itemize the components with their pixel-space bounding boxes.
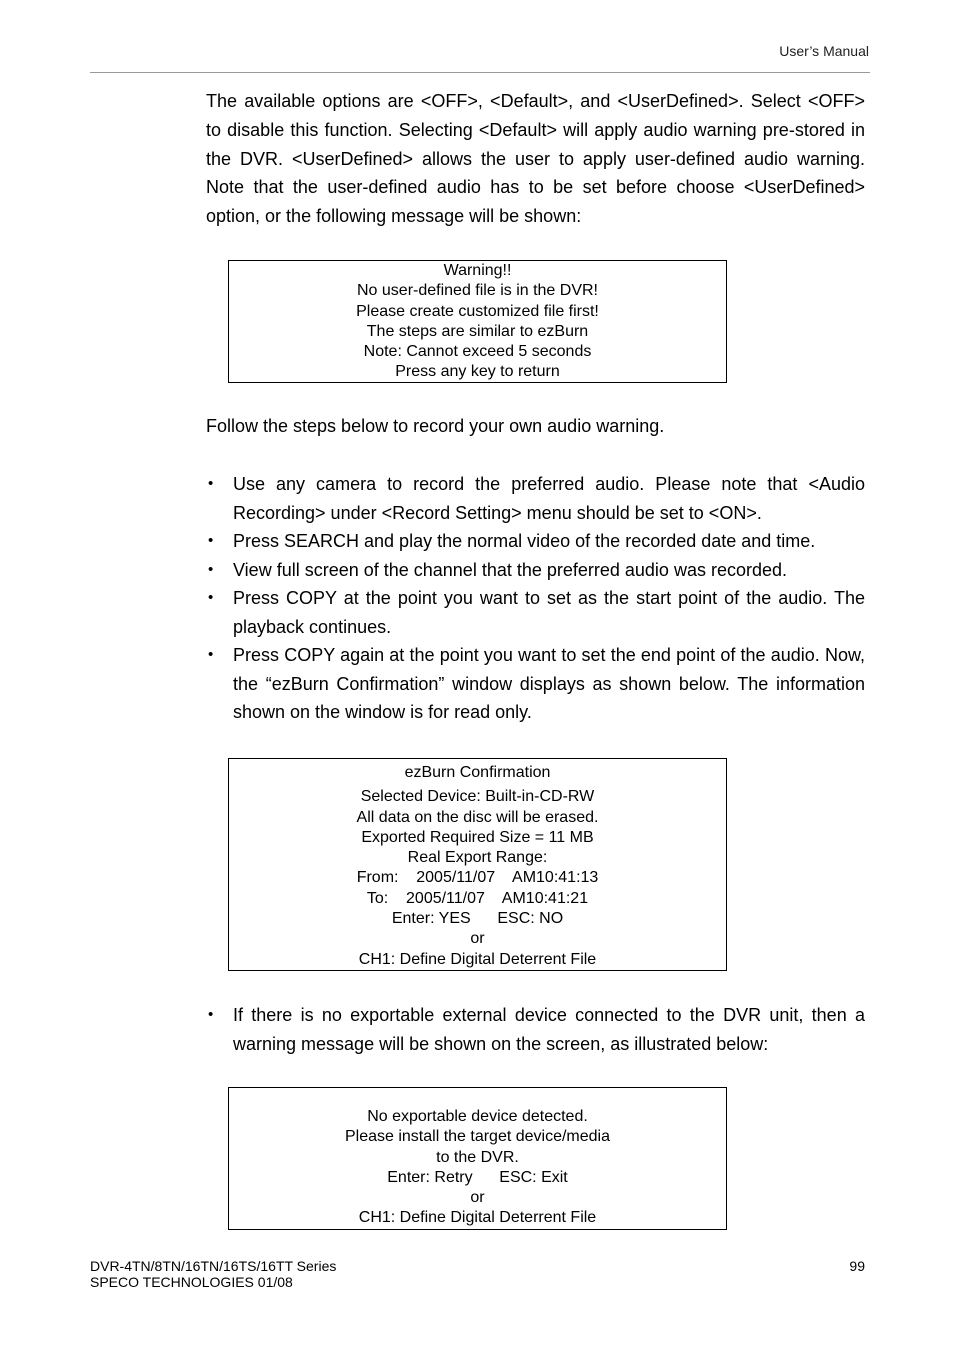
steps-list	[206, 470, 865, 727]
warning-line: The steps are similar to ezBurn	[366, 322, 589, 340]
no-device-line: to the DVR.	[436, 1148, 519, 1166]
warning-line: Press any key to return	[395, 363, 560, 381]
bullet-icon: •	[208, 1006, 214, 1023]
list-item	[206, 527, 865, 556]
list-item	[206, 584, 865, 641]
warning-line: Note: Cannot exceed 5 seconds	[363, 343, 592, 361]
step-text: If there is no exportable external device connected to the DVR unit, then a warning message will be shown on the screen, as illustrated below:	[233, 1005, 865, 1054]
warning-line: Warning!!	[443, 262, 512, 279]
list-item	[206, 470, 865, 527]
header-divider	[90, 72, 870, 73]
ezburn-line: Enter: YES ESC: NO	[391, 910, 564, 928]
bullet-icon: •	[208, 646, 214, 663]
ezburn-line: Real Export Range:	[407, 849, 548, 867]
bullet-icon: •	[208, 589, 214, 606]
no-device-line: Please install the target device/media	[344, 1128, 611, 1146]
page-number: 99	[849, 1258, 865, 1274]
list-item	[206, 641, 865, 727]
warning-line: No user-defined file is in the DVR!	[357, 282, 598, 300]
no-device-line: or	[470, 1189, 485, 1207]
no-device-message-box	[228, 1087, 727, 1230]
list-item	[206, 556, 865, 585]
list-item	[206, 1001, 865, 1058]
ezburn-confirmation-box	[228, 758, 727, 971]
ezburn-line: From: 2005/11/07 AM10:41:13	[356, 869, 599, 887]
footer-series: DVR-4TN/8TN/16TN/16TS/16TT Series	[90, 1258, 337, 1274]
bullet-icon: •	[208, 532, 214, 549]
no-device-line: CH1: Define Digital Deterrent File	[358, 1209, 597, 1227]
ezburn-line: To: 2005/11/07 AM10:41:21	[366, 889, 589, 907]
footer-info	[90, 1258, 336, 1290]
ezburn-line: or	[470, 930, 485, 948]
footer-company: SPECO TECHNOLOGIES 01/08	[90, 1274, 293, 1290]
ezburn-line: Selected Device: Built-in-CD-RW	[360, 788, 595, 806]
no-device-line: No exportable device detected.	[367, 1108, 588, 1125]
ezburn-line: All data on the disc will be erased.	[356, 808, 599, 826]
intro-paragraph: The available options are <OFF>, <Default>, and <UserDefined>. Select <OFF> to disable this function. Selecting <Default> will apply audio warning pre-stored in the DVR. <UserDefined> allows the user to apply user-defined audio warning. Note that the user-defined audio has to be set before choose <UserDefined> option, or the following message will be shown:	[206, 91, 865, 226]
step-text: View full screen of the channel that the preferred audio was recorded.	[233, 559, 788, 580]
header-title: User’s Manual	[779, 43, 869, 59]
warning-message-box	[228, 260, 727, 383]
ezburn-line: CH1: Define Digital Deterrent File	[358, 950, 597, 968]
step-text: Press COPY at the point you want to set as the start point of the audio. The playback continues.	[233, 588, 865, 637]
steps-intro: Follow the steps below to record your own audio warning.	[206, 416, 665, 436]
step-text: Use any camera to record the preferred audio. Please note that <Audio Recording> under <Record Setting> menu should be set to <ON>.	[233, 474, 865, 523]
no-device-line: Enter: Retry ESC: Exit	[387, 1168, 568, 1186]
warning-line: Please create customized file first!	[356, 302, 599, 320]
step-text: Press COPY again at the point you want to set the end point of the audio. Now, the “ezBurn Confirmation” window displays as shown below. The information shown on the window is for read only.	[233, 645, 865, 722]
bullet-icon: •	[208, 475, 214, 492]
ezburn-title: ezBurn Confirmation	[404, 764, 551, 781]
bullet-icon: •	[208, 560, 214, 578]
step-text: Press SEARCH and play the normal video of the recorded date and time.	[233, 531, 816, 551]
extra-steps-list	[206, 1001, 865, 1058]
ezburn-line: Exported Required Size = 11 MB	[361, 828, 594, 846]
